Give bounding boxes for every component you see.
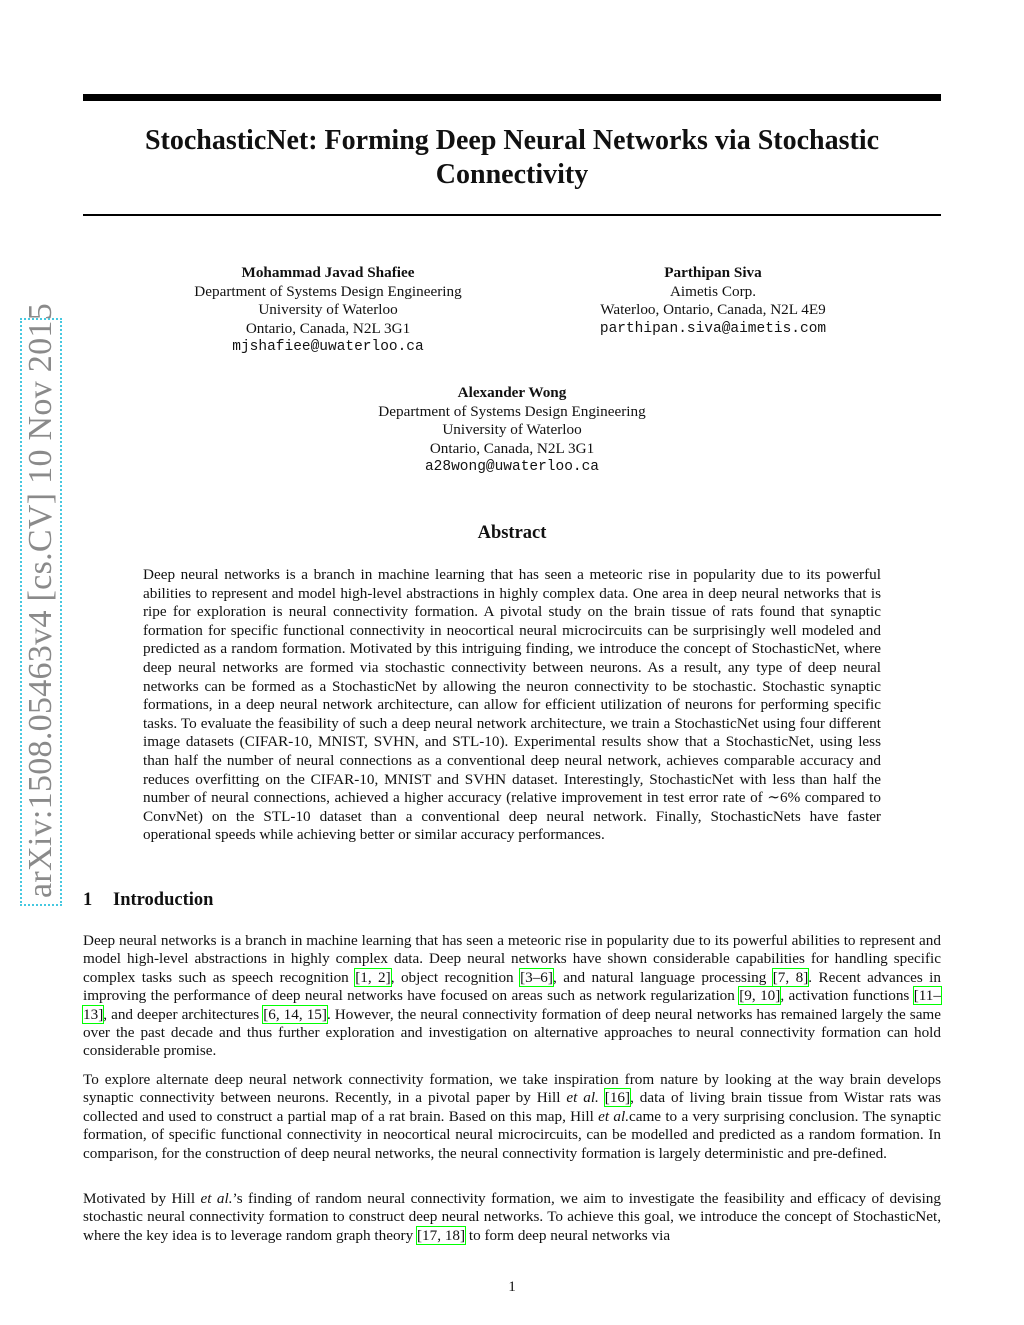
intro-paragraph-3 (83, 1190, 941, 1245)
citation-link[interactable]: [3–6] (520, 968, 553, 986)
author-department: Department of Systems Design Engineering (194, 282, 462, 300)
paragraph-text: Deep neural networks is a branch in machine learning that has seen a meteoric rise in popularity due to its powerful abilities to represent and model high-level abstractions in highly complex data. Deep neural networks have shown considerable capabilities for handling specific complex tasks such as speech recognition (83, 932, 941, 986)
title-bottom-rule (83, 214, 941, 216)
author-department: Department of Systems Design Engineering (378, 402, 646, 420)
author-email: a28wong@uwaterloo.ca (424, 459, 600, 476)
citation-link[interactable]: [1, 2] (355, 968, 391, 986)
citation-link[interactable]: [11–13] (83, 987, 941, 1023)
section-number: 1 (83, 890, 93, 910)
author-location: Ontario, Canada, N2L 3G1 (245, 319, 411, 337)
intro-paragraph-1 (83, 932, 941, 1061)
citation-link[interactable]: [16] (604, 1089, 631, 1107)
et-al-italic: et al. (566, 1089, 599, 1107)
paragraph-text: . However, the neural connectivity formation of deep neural networks has remained largely the same over the past decade and thus further exploration and investigation on alternative approaches to neural connectivity formation can hold considerable promise. (83, 1005, 941, 1060)
author-location: Waterloo, Ontario, Canada, N2L 4E9 (600, 301, 826, 319)
author-name: Parthipan Siva (664, 264, 762, 281)
author-block-2 (563, 264, 863, 338)
citation-link[interactable]: [9, 10] (739, 987, 781, 1005)
paragraph-text: Motivated by Hill (83, 1190, 201, 1207)
author-institution: Aimetis Corp. (669, 282, 757, 300)
abstract-heading: Abstract (477, 523, 547, 543)
page-number: 1 (508, 1278, 516, 1295)
paragraph-text: , object recognition (390, 968, 521, 986)
author-name: Mohammad Javad Shafiee (241, 264, 415, 281)
abstract-text: Deep neural networks is a branch in machine learning that has seen a meteoric rise in popularity due to its powerful abilities to represent and model high-level abstractions in highly complex data. One area in deep neural networks that is ripe for exploration is neural connectivity formation. A pivotal study on the brain tissue of rats found that synaptic formation for specific functional connectivity in neocortical neural microcircuits can be surprisingly well modeled and predicted as a random formation. Motivated by this intriguing finding, we introduce the concept of StochasticNet, where deep neural networks are formed via stochastic connectivity between neurons. As a result, any type of deep neural networks can be formed as a StochasticNet by allowing the neuron connectivity to be stochastic. Stochastic synaptic formations, in a deep neural network architecture, can allow for efficient utilization of neurons for performing specific tasks. To evaluate the feasibility of such a deep neural network architecture, we train a StochasticNet using four different image datasets (CIFAR-10, MNIST, SVHN, and STL-10). Experimental results show that a StochasticNet, using less than half the number of neural connections as a conventional deep neural network, achieves comparable accuracy and reduces overfitting on the CIFAR-10, MNIST and SVHN dataset. Interestingly, StochasticNet with less than half the number of neural connections, achieved a higher accuracy (relative improvement in test error rate of ∼6% compared to ConvNet) on the STL-10 dataset than a conventional deep neural network. Finally, StochasticNets have faster operational speeds while achieving better or similar accuracy performances. (143, 566, 881, 844)
title-top-rule (83, 94, 941, 101)
paragraph-text: to form deep neural networks via (465, 1226, 671, 1244)
paper-title: StochasticNet: Forming Deep Neural Networks via Stochastic Connectivity (144, 125, 880, 190)
citation-link[interactable]: [17, 18] (417, 1226, 466, 1244)
section-heading-introduction (83, 890, 213, 911)
author-email: parthipan.siva@aimetis.com (599, 320, 827, 337)
et-al-italic: et al. (200, 1190, 233, 1207)
author-email: mjshafiee@uwaterloo.ca (232, 339, 424, 356)
citation-link[interactable]: [6, 14, 15] (263, 1005, 327, 1023)
et-al-italic: et al. (598, 1107, 629, 1125)
author-institution: University of Waterloo (442, 421, 582, 439)
intro-paragraph-2 (83, 1071, 941, 1163)
paragraph-text: To explore alternate deep neural network connectivity formation, we take inspiration from nature by looking at the way brain develops synaptic connectivity between neurons. Recently, in a pivotal paper by Hill (83, 1071, 941, 1107)
paragraph-text: , activation functions (780, 987, 914, 1005)
paragraph-text: , and deeper architectures (103, 1005, 264, 1023)
section-title: Introduction (113, 890, 214, 910)
author-block-1 (168, 264, 488, 357)
author-name: Alexander Wong (457, 384, 567, 401)
paragraph-text: ’s finding of random neural connectivity formation, we aim to investigate the feasibility and efficacy of devising stochastic neural connectivity formation to construct deep neural networks. To achieve this goal, we introduce the concept of StochasticNet, where the key idea is to leverage random graph theory (83, 1190, 941, 1244)
paragraph-text: . Recent advances in improving the performance of deep neural networks have focused on areas such as network regularization (83, 968, 941, 1005)
paragraph-text: , and natural language processing (552, 968, 773, 986)
author-institution: University of Waterloo (258, 301, 398, 319)
citation-link[interactable]: [7, 8] (772, 968, 809, 986)
author-location: Ontario, Canada, N2L 3G1 (429, 439, 595, 457)
paragraph-text: , data of living brain tissue from Wistar rats was collected and used to construct a partial map of a rat brain. Based on this map, Hill (83, 1089, 942, 1125)
arxiv-identifier-stamp: arXiv:1508.05463v4 [cs.CV] 10 Nov 2015 (20, 318, 62, 906)
author-block-3 (352, 384, 672, 477)
paragraph-text: came to a very surprising conclusion. The synaptic formation, of specific functional connectivity in neocortical neural microcircuits, can be modelled and predicted as a random formation. In comparison, for the construction of deep neural networks, the neural connectivity formation is largely deterministic and pre-defined. (83, 1107, 941, 1162)
